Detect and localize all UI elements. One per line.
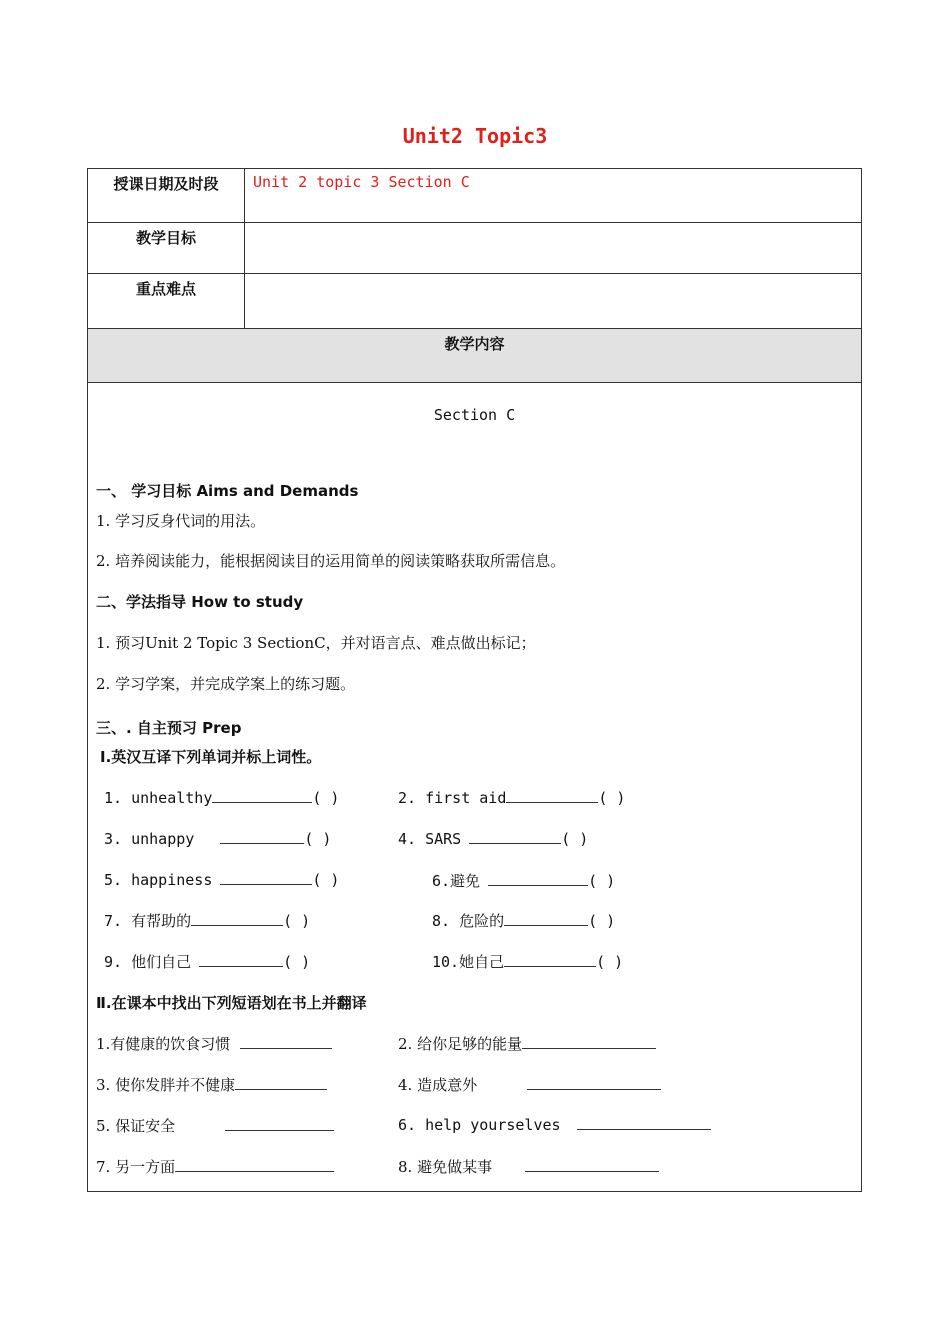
table-divider bbox=[87, 273, 862, 274]
table-column-divider bbox=[244, 168, 245, 328]
phrase-item: 2. 给你足够的能量 bbox=[398, 1033, 656, 1054]
vocab-item: 9. 他们自己 ( ) bbox=[104, 953, 311, 971]
date-label: 授课日期及时段 bbox=[113, 175, 219, 193]
vocab-instruction: Ⅰ.英汉互译下列单词并标上词性。 bbox=[100, 748, 322, 766]
part3-heading: 三、. 自主预习 Prep bbox=[96, 719, 242, 737]
part2-item: 2. 学习学案，并完成学案上的练习题。 bbox=[96, 675, 356, 693]
phrase-item: 7. 另一方面 bbox=[96, 1156, 334, 1177]
vocab-item: 7. 有帮助的 ( ) bbox=[104, 912, 311, 930]
phrase-item: 8. 避免做某事 bbox=[398, 1156, 659, 1177]
table-divider bbox=[87, 222, 862, 223]
vocab-item: 10.她自己 ( ) bbox=[432, 953, 624, 971]
goal-label: 教学目标 bbox=[135, 229, 196, 247]
vocab-item: 5. happiness ( ) bbox=[104, 871, 340, 889]
part1-item: 2. 培养阅读能力，能根据阅读目的运用简单的阅读策略获取所需信息。 bbox=[96, 552, 566, 570]
part1-heading: 一、 学习目标 Aims and Demands bbox=[96, 482, 359, 500]
vocab-item: 2. first aid ( ) bbox=[398, 789, 626, 807]
table-divider bbox=[87, 382, 862, 383]
vocab-item: 1. unhealthy ( ) bbox=[104, 789, 340, 807]
phrase-item: 6. help yourselves bbox=[398, 1115, 711, 1134]
vocab-item: 4. SARS ( ) bbox=[398, 830, 589, 848]
section-title: Section C bbox=[433, 406, 516, 424]
date-value: Unit 2 topic 3 Section C bbox=[253, 173, 470, 191]
phrase-item: 4. 造成意外 bbox=[398, 1074, 661, 1095]
page-title: Unit2 Topic3 bbox=[402, 124, 548, 148]
phrase-item: 3. 使你发胖并不健康 bbox=[96, 1074, 327, 1095]
part1-item: 1. 学习反身代词的用法。 bbox=[96, 512, 266, 530]
content-header: 教学内容 bbox=[444, 335, 505, 353]
vocab-item: 6.避免 ( ) bbox=[432, 872, 616, 890]
phrase-item: 1.有健康的饮食习惯 bbox=[96, 1033, 332, 1054]
vocab-item: 8. 危险的 ( ) bbox=[432, 912, 616, 930]
phrase-instruction: Ⅱ.在课本中找出下列短语划在书上并翻译 bbox=[96, 994, 367, 1012]
table-divider bbox=[87, 328, 862, 329]
part2-heading: 二、学法指导 How to study bbox=[96, 593, 304, 611]
vocab-item: 3. unhappy ( ) bbox=[104, 830, 332, 848]
part2-item: 1. 预习Unit 2 Topic 3 SectionC，并对语言点、难点做出标记； bbox=[96, 634, 536, 652]
key-points-label: 重点难点 bbox=[135, 280, 196, 298]
phrase-item: 5. 保证安全 bbox=[96, 1115, 334, 1136]
